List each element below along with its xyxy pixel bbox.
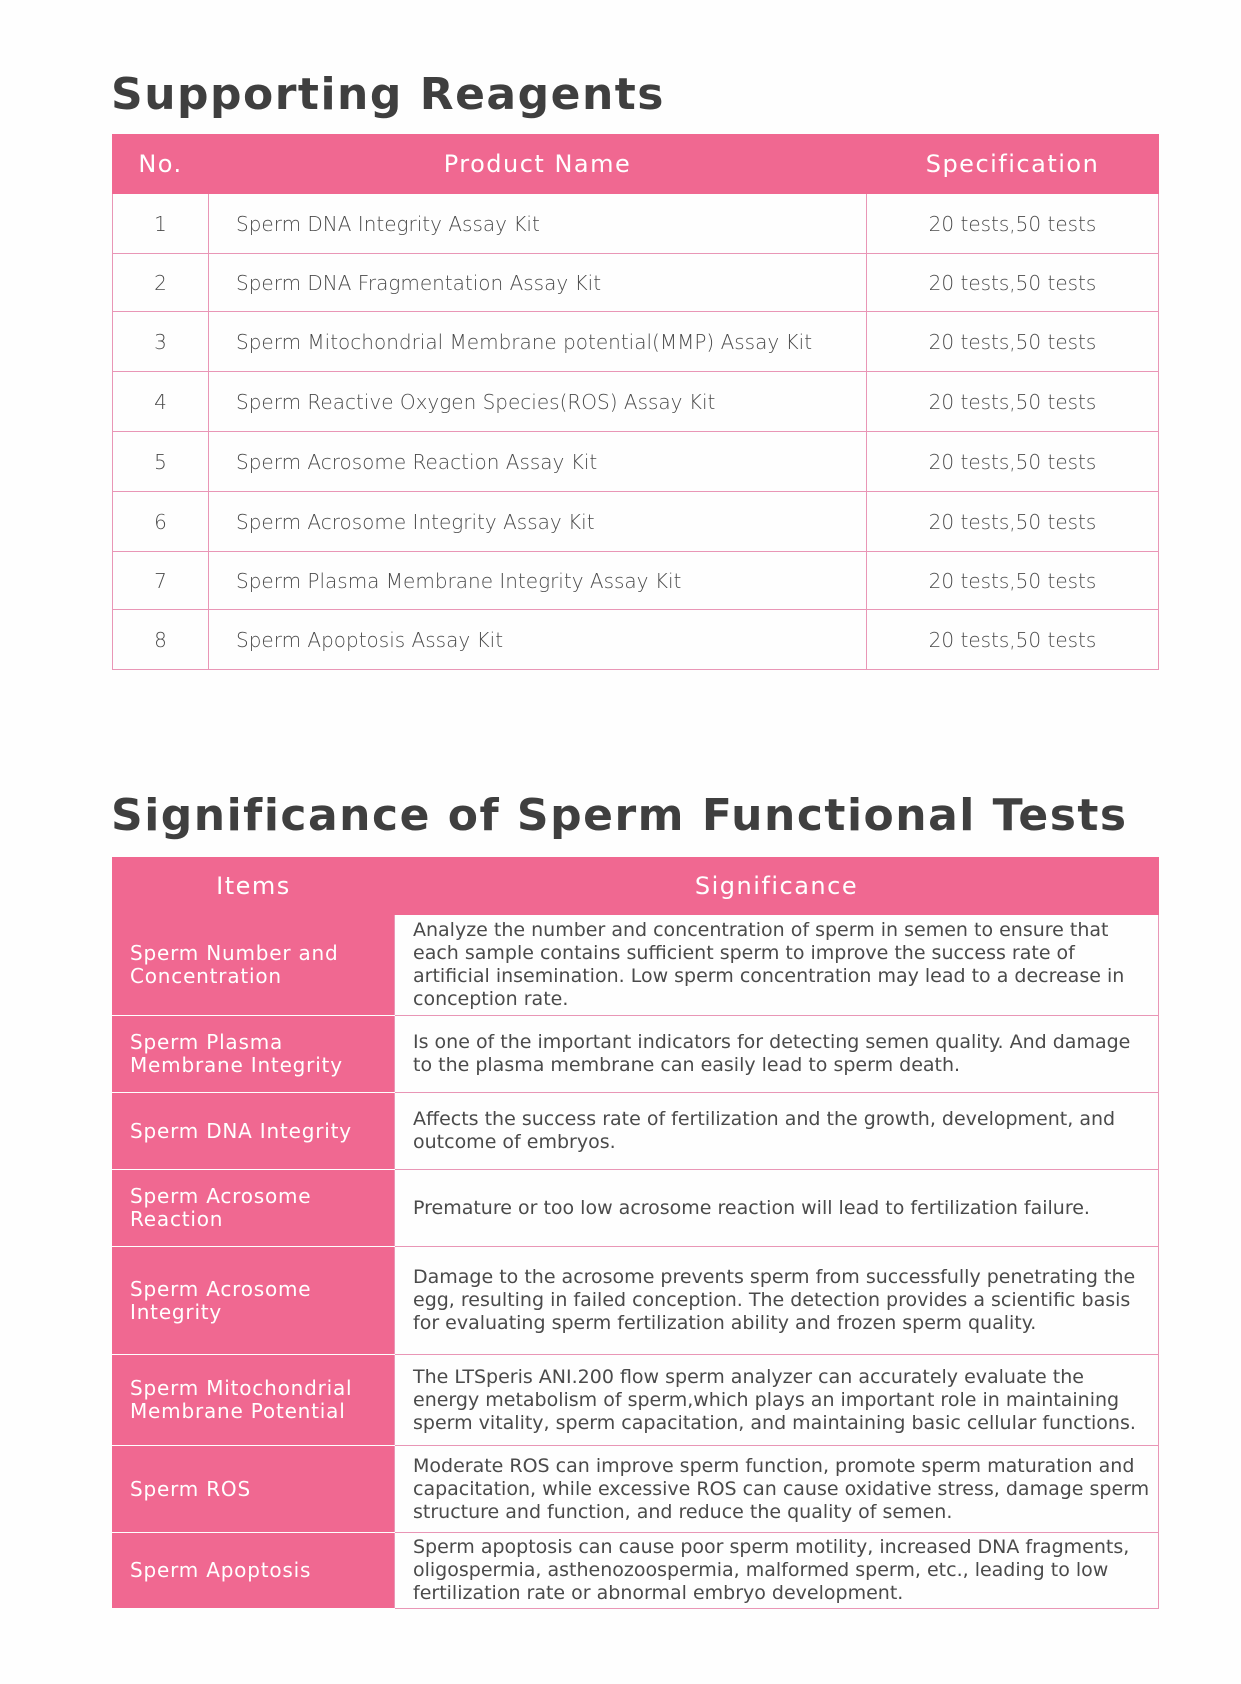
table-row [113,1533,1159,1609]
specification: 20 tests,50 tests [867,312,1159,372]
table-row [113,610,1159,670]
item-label: Sperm Apoptosis [113,1533,395,1609]
product-name: Sperm Acrosome Reaction Assay Kit [209,432,867,492]
table-row [113,1355,1159,1446]
column-header-items: Items [113,858,395,915]
specification: 20 tests,50 tests [867,372,1159,432]
item-label: Sperm Plasma Membrane Integrity [113,1016,395,1093]
specification: 20 tests,50 tests [867,254,1159,312]
column-header-product-name: Product Name [209,135,867,194]
table-row [113,1016,1159,1093]
specification: 20 tests,50 tests [867,552,1159,610]
item-label: Sperm Mitochondrial Membrane Potential [113,1355,395,1446]
significance-text: Analyze the number and concentration of sperm in semen to ensure that each sample contains sufficient sperm to improve the success rate of artificial insemination. Low sperm concentration may lead to a decrease in conception rate. [395,915,1159,1016]
significance-text: Premature or too low acrosome reaction will lead to fertilization failure. [395,1170,1159,1247]
table-row [113,1446,1159,1533]
row-number: 6 [113,492,209,552]
row-number: 8 [113,610,209,670]
column-header-no: No. [113,135,209,194]
specification: 20 tests,50 tests [867,194,1159,254]
row-number: 7 [113,552,209,610]
significance-text: Moderate ROS can improve sperm function, promote sperm maturation and capacitation, while excessive ROS can cause oxidative stress, damage sperm structure and function, and reduce the quality of semen. [395,1446,1159,1533]
product-name: Sperm Acrosome Integrity Assay Kit [209,492,867,552]
specification: 20 tests,50 tests [867,492,1159,552]
column-header-significance: Significance [395,858,1159,915]
row-number: 1 [113,194,209,254]
row-number: 5 [113,432,209,492]
column-header-specification: Specification [867,135,1159,194]
supporting-reagents-table [112,134,1159,670]
specification: 20 tests,50 tests [867,610,1159,670]
table-row [113,312,1159,372]
row-number: 4 [113,372,209,432]
item-label: Sperm ROS [113,1446,395,1533]
significance-text: The LTSperis ANI.200 flow sperm analyzer can accurately evaluate the energy metabolism of sperm,which plays an important role in maintaining sperm vitality, sperm capacitation, and maintaining basic cellular functions. [395,1355,1159,1446]
product-name: Sperm DNA Integrity Assay Kit [209,194,867,254]
table-row [113,254,1159,312]
significance-text: Damage to the acrosome prevents sperm from successfully penetrating the egg, resulting in failed conception. The detection provides a scientific basis for evaluating sperm fertilization ability and frozen sperm quality. [395,1247,1159,1355]
product-name: Sperm Apoptosis Assay Kit [209,610,867,670]
table-row [113,432,1159,492]
significance-text: Sperm apoptosis can cause poor sperm motility, increased DNA fragments, oligospermia, asthenozoospermia, malformed sperm, etc., leading to low fertilization rate or abnormal embryo development. [395,1533,1159,1609]
table-row [113,1170,1159,1247]
product-name: Sperm Mitochondrial Membrane potential(MMP) Assay Kit [209,312,867,372]
product-name: Sperm Plasma Membrane Integrity Assay Kit [209,552,867,610]
table-header-row [113,135,1159,194]
significance-text: Affects the success rate of fertilization and the growth, development, and outcome of embryos. [395,1093,1159,1170]
table-row [113,194,1159,254]
item-label: Sperm Number and Concentration [113,915,395,1016]
item-label: Sperm Acrosome Integrity [113,1247,395,1355]
table-row [113,552,1159,610]
significance-text: Is one of the important indicators for detecting semen quality. And damage to the plasma membrane can easily lead to sperm death. [395,1016,1159,1093]
product-name: Sperm Reactive Oxygen Species(ROS) Assay Kit [209,372,867,432]
item-label: Sperm Acrosome Reaction [113,1170,395,1247]
table-header-row [113,858,1159,915]
table-row [113,492,1159,552]
item-label: Sperm DNA Integrity [113,1093,395,1170]
table-row [113,1093,1159,1170]
table-row [113,1247,1159,1355]
product-name: Sperm DNA Fragmentation Assay Kit [209,254,867,312]
table-row [113,915,1159,1016]
significance-table [112,857,1159,1609]
specification: 20 tests,50 tests [867,432,1159,492]
table-row [113,372,1159,432]
significance-title: Significance of Sperm Functional Tests [111,790,1128,841]
row-number: 3 [113,312,209,372]
supporting-reagents-title: Supporting Reagents [111,69,665,120]
row-number: 2 [113,254,209,312]
